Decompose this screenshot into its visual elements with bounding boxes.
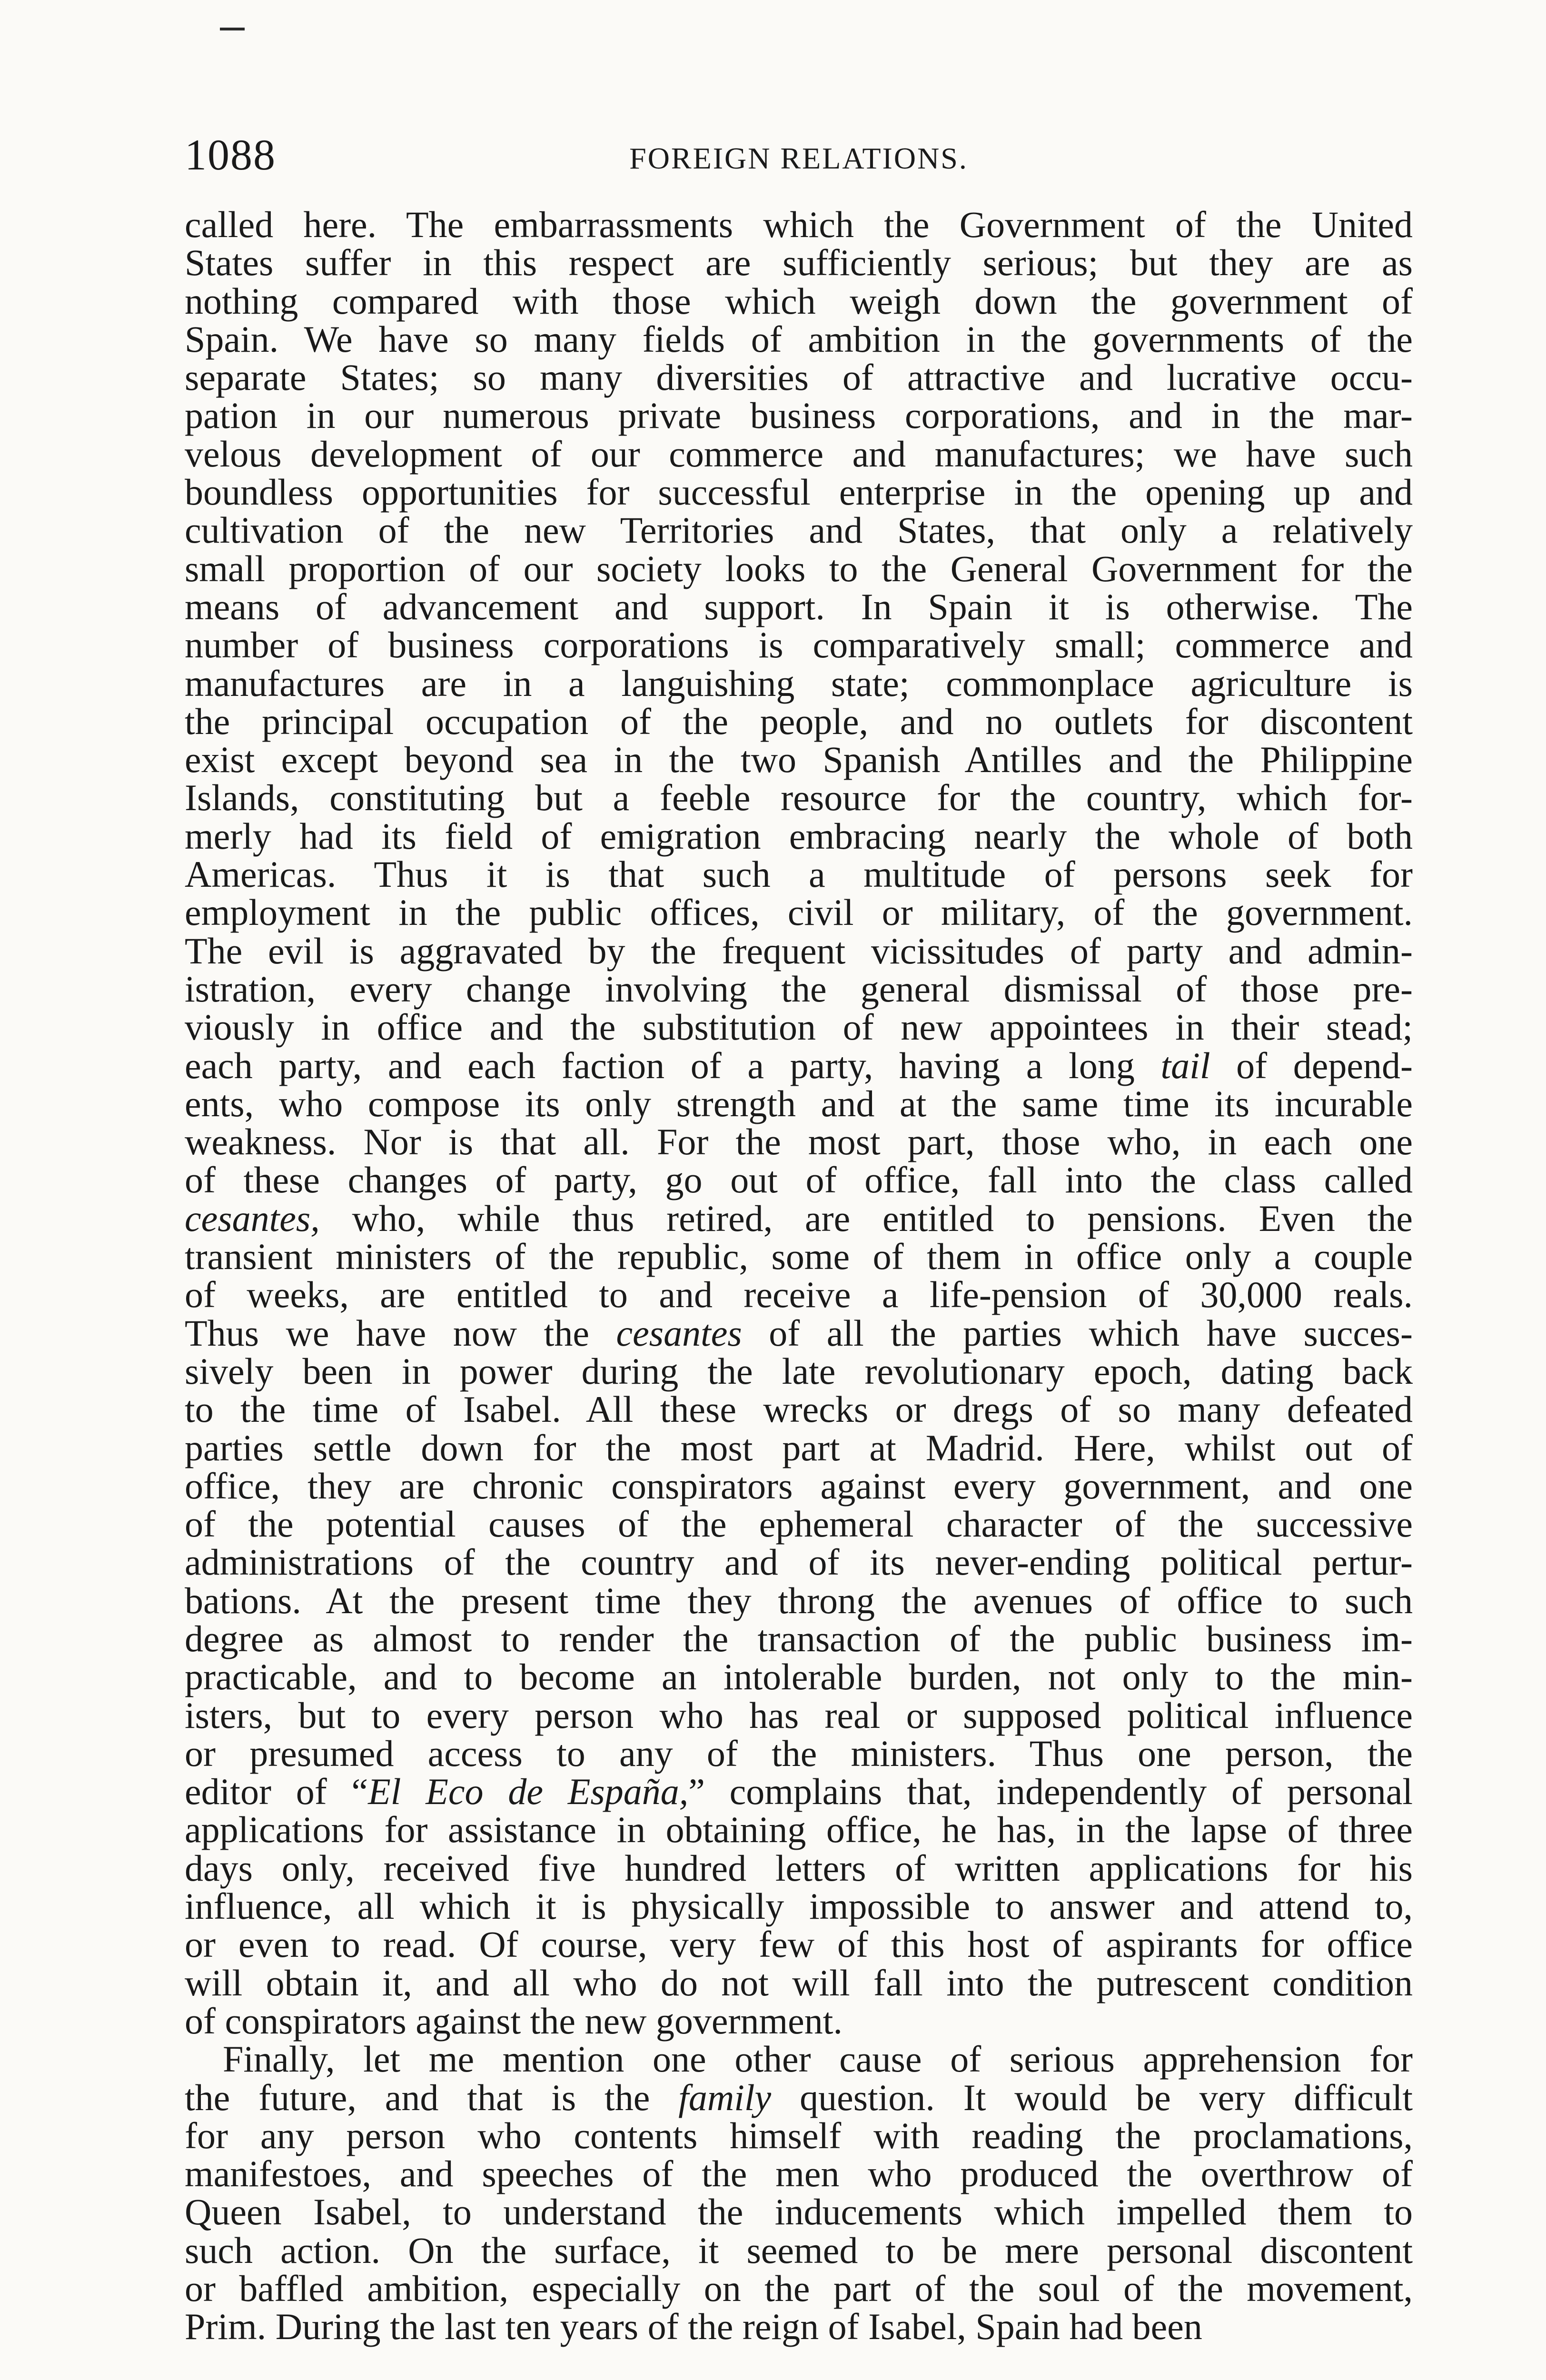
text-line: ents, who compose its only strength and at the same time its incurable <box>185 1082 1413 1124</box>
text-line: Prim. During the last ten years of the reign of Isabel, Spain had been <box>185 2306 1202 2348</box>
text-line: manifestoes, and speeches of the men who produced the overthrow of <box>185 2153 1413 2195</box>
text-line: sively been in power during the late revolutionary epoch, dating back <box>185 1350 1413 1392</box>
page-header <box>185 129 1413 181</box>
text-line: exist except beyond sea in the two Spanish Antilles and the Philippine <box>185 739 1413 781</box>
text-line: the principal occupation of the people, and no outlets for discontent <box>185 700 1413 742</box>
text-line: isters, but to every person who has real or supposed political influence <box>185 1694 1413 1736</box>
text-line: of conspirators against the new government. <box>185 2000 842 2042</box>
text-line: pation in our numerous private business corporations, and in the mar- <box>185 395 1413 436</box>
text-line: States suffer in this respect are sufficiently serious; but they are as <box>185 242 1413 284</box>
text-line: or baffled ambition, especially on the part of the soul of the movement, <box>185 2268 1413 2310</box>
text-line: practicable, and to become an intolerable burden, not only to the min- <box>185 1656 1413 1698</box>
page-number: 1088 <box>185 130 276 179</box>
text-line: number of business corporations is comparatively small; commerce and <box>185 624 1413 666</box>
text-line: Spain. We have so many fields of ambition in the governments of the <box>185 318 1413 360</box>
text-line: of weeks, are entitled to and receive a life-pension of 30,000 reals. <box>185 1274 1413 1316</box>
text-line: bations. At the present time they throng the avenues of office to such <box>185 1579 1413 1621</box>
text-line: or presumed access to any of the ministers. Thus one person, the <box>185 1732 1413 1774</box>
text-line: manufactures are in a languishing state; commonplace agriculture is <box>185 662 1413 704</box>
text-line: of these changes of party, go out of office, fall into the class called <box>185 1159 1413 1201</box>
text-line: administrations of the country and of its never-ending political pertur- <box>185 1541 1413 1583</box>
text-line: or even to read. Of course, very few of this host of aspirants for office <box>185 1924 1413 1965</box>
text-line: Americas. Thus it is that such a multitude of persons seek for <box>185 853 1413 895</box>
text-line: viously in office and the substitution of new appointees in their stead; <box>185 1006 1413 1048</box>
text-line: separate States; so many diversities of attractive and lucrative occu- <box>185 357 1413 398</box>
text-line: applications for assistance in obtaining office, he has, in the lapse of three <box>185 1809 1413 1851</box>
text-line: called here. The embarrassments which the Government of the United <box>185 204 1413 245</box>
text-line: Queen Isabel, to understand the inducements which impelled them to <box>185 2191 1413 2233</box>
text-line: degree as almost to render the transaction of the public business im- <box>185 1617 1413 1659</box>
text-line: nothing compared with those which weigh down the government of <box>185 280 1413 322</box>
text-line: employment in the public offices, civil or military, of the government. <box>185 892 1413 933</box>
text-line: istration, every change involving the general dismissal of those pre- <box>185 968 1413 1010</box>
text-line: to the time of Isabel. All these wrecks or dregs of so many defeated <box>185 1388 1413 1430</box>
text-line: merly had its field of emigration embracing nearly the whole of both <box>185 815 1413 857</box>
running-head: FOREIGN RELATIONS. <box>629 141 968 175</box>
text-line: cesantes, who, while thus retired, are entitled to pensions. Even the <box>185 1197 1413 1239</box>
text-line: days only, received five hundred letters of written applications for his <box>185 1847 1413 1889</box>
text-line: Thus we have now the cesantes of all the parties which have succes- <box>185 1312 1413 1354</box>
text-line: for any person who contents himself with reading the proclamations, <box>185 2114 1413 2156</box>
body-text <box>185 206 1413 2346</box>
text-line: velous development of our commerce and manufactures; we have such <box>185 433 1413 475</box>
text-line: such action. On the surface, it seemed to be mere personal discontent <box>185 2229 1413 2271</box>
text-line: the future, and that is the family question. It would be very difficult <box>185 2076 1413 2118</box>
text-line: influence, all which it is physically impossible to answer and attend to, <box>185 1885 1413 1927</box>
text-line: Islands, constituting but a feeble resource for the country, which for- <box>185 777 1413 819</box>
text-line: means of advancement and support. In Spain it is otherwise. The <box>185 585 1413 627</box>
text-line: small proportion of our society looks to the General Government for the <box>185 547 1413 589</box>
scan-mark <box>220 28 245 30</box>
text-line: boundless opportunities for successful enterprise in the opening up and <box>185 471 1413 513</box>
text-line: office, they are chronic conspirators against every government, and one <box>185 1465 1413 1507</box>
text-line: parties settle down for the most part at Madrid. Here, whilst out of <box>185 1427 1413 1468</box>
text-line: cultivation of the new Territories and States, that only a relatively <box>185 509 1413 551</box>
text-line: of the potential causes of the ephemeral character of the successive <box>185 1503 1413 1545</box>
text-line: editor of “El Eco de España,” complains that, independently of personal <box>185 1771 1413 1813</box>
text-line: will obtain it, and all who do not will fall into the putrescent condition <box>185 1962 1413 2003</box>
text-line: The evil is aggravated by the frequent vicissitudes of party and admin- <box>185 930 1413 972</box>
text-line: weakness. Nor is that all. For the most part, those who, in each one <box>185 1121 1413 1163</box>
text-line: each party, and each faction of a party, having a long tail of depend- <box>185 1044 1413 1086</box>
text-line: transient ministers of the republic, some of them in office only a couple <box>185 1236 1413 1278</box>
text-line: Finally, let me mention one other cause of serious apprehension for <box>223 2038 1413 2080</box>
